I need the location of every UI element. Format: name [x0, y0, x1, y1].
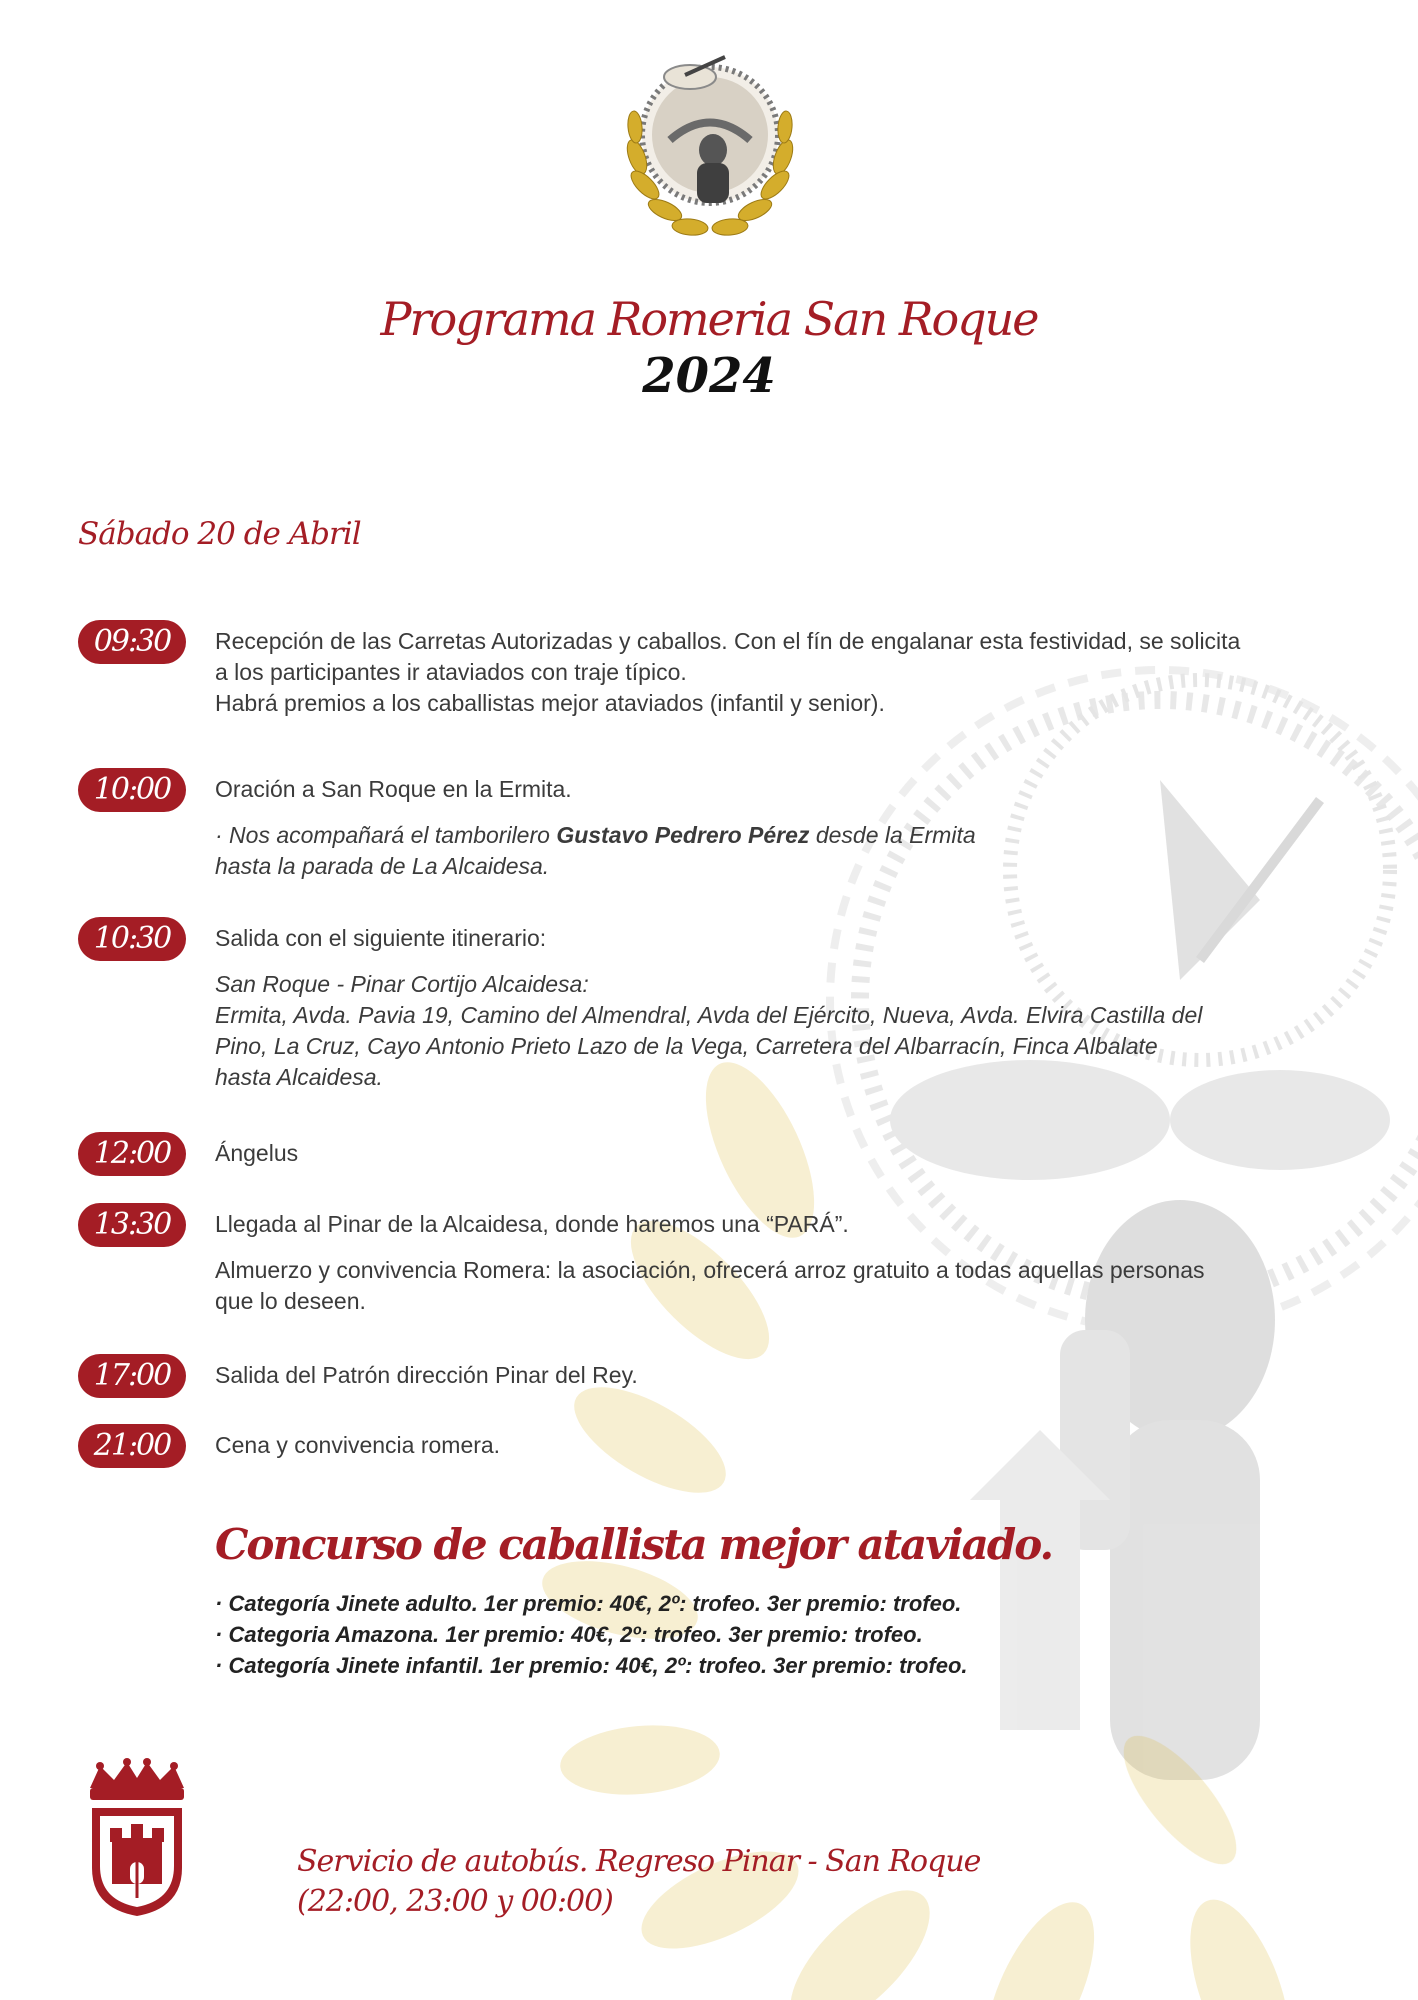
item-line: Salida con el siguiente itinerario:: [215, 925, 547, 951]
note-name: Gustavo Pedrero Pérez: [556, 822, 810, 848]
item-description: [215, 1430, 1345, 1461]
route-line: Ermita, Avda. Pavia 19, Camino del Almendral, Avda del Ejército, Nueva, Avda. Elvira Castilla del: [215, 1002, 1203, 1028]
item-note: [215, 820, 1345, 851]
item-description: [215, 923, 1345, 1093]
time-badge: 13:30: [78, 1203, 186, 1247]
item-line: que lo deseen.: [215, 1288, 366, 1314]
item-line: Oración a San Roque en la Ermita.: [215, 776, 572, 802]
note-suffix: desde la Ermita: [809, 822, 976, 848]
item-line: Almuerzo y convivencia Romera: la asociación, ofrecerá arroz gratuito a todas aquellas personas: [215, 1257, 1205, 1283]
bus-service-times: (22:00, 23:00 y 00:00): [297, 1884, 613, 1919]
item-description: [215, 1209, 1345, 1317]
item-line: a los participantes ir ataviados con traje típico.: [215, 659, 687, 685]
time-badge: 21:00: [78, 1424, 186, 1468]
contest-title: Concurso de caballista mejor ataviado.: [215, 1520, 1053, 1569]
note-prefix: · Nos acompañará el tamborilero: [215, 822, 557, 848]
route-line: Pino, La Cruz, Cayo Antonio Prieto Lazo de la Vega, Carretera del Albarracín, Finca Albalate: [215, 1033, 1158, 1059]
item-line: Recepción de las Carretas Autorizadas y caballos. Con el fín de engalanar esta festividad, se solicita: [215, 628, 1241, 654]
item-description: [215, 1360, 1345, 1391]
route-line: hasta Alcaidesa.: [215, 1064, 383, 1090]
contest-entry: · Categoria Amazona. 1er premio: 40€, 2º: trofeo. 3er premio: trofeo.: [215, 1622, 923, 1647]
bus-service-note: [297, 1842, 980, 1922]
item-line: Llegada al Pinar de la Alcaidesa, donde haremos una “PARÁ”.: [215, 1211, 849, 1237]
contest-entry: · Categoría Jinete infantil. 1er premio: 40€, 2º: trofeo. 3er premio: trofeo.: [215, 1653, 968, 1678]
item-description: [215, 1138, 1345, 1169]
contest-entry: · Categoría Jinete adulto. 1er premio: 40€, 2º: trofeo. 3er premio: trofeo.: [215, 1591, 962, 1616]
item-line: Salida del Patrón dirección Pinar del Rey.: [215, 1362, 638, 1388]
time-badge: 09:30: [78, 620, 186, 664]
date-heading: Sábado 20 de Abril: [78, 516, 361, 552]
program-title: Programa Romeria San Roque: [380, 292, 1038, 346]
item-description: [215, 774, 1345, 882]
item-line: Habrá premios a los caballistas mejor ataviados (infantil y senior).: [215, 690, 885, 716]
item-note-line: hasta la parada de La Alcaidesa.: [215, 853, 550, 879]
route-line: San Roque - Pinar Cortijo Alcaidesa:: [215, 971, 589, 997]
program-year: 2024: [642, 348, 776, 404]
bus-service-line: Servicio de autobús. Regreso Pinar - San Roque: [297, 1844, 981, 1879]
time-badge: 10:00: [78, 768, 186, 812]
item-line: Ángelus: [215, 1140, 299, 1166]
item-description: [215, 626, 1345, 719]
laurel-emblem-icon: [615, 45, 805, 245]
time-badge: 10:30: [78, 917, 186, 961]
item-line: Cena y convivencia romera.: [215, 1432, 501, 1458]
coat-of-arms-icon: [80, 1758, 194, 1918]
time-badge: 17:00: [78, 1354, 186, 1398]
time-badge: 12:00: [78, 1132, 186, 1176]
contest-list: [215, 1588, 1215, 1681]
